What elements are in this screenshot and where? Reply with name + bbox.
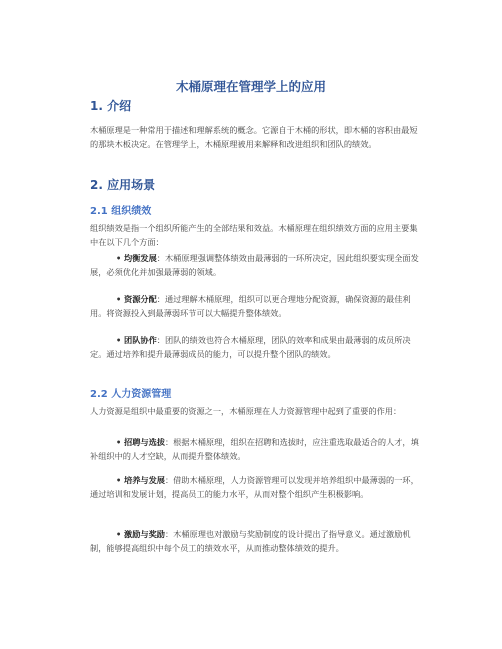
bullet-term: 激励与奖励 — [124, 529, 165, 539]
bullet-text: ：木桶原理也对激励与奖励制度的设计提出了指导意义。通过激励机制，能够提高组织中每个员工的绩效水平，从而推动整体绩效的提升。 — [90, 529, 411, 553]
document-title: 木桶原理在管理学上的应用 — [175, 79, 326, 94]
bullet-text: ：团队的绩效也符合木桶原理，团队的效率和成果由最薄弱的成员所决定。通过培养和提升最薄弱成员的能力，可以提升整个团队的绩效。 — [90, 335, 411, 359]
bullet-text: ：根据木桶原理，组织在招聘和选拔时，应注重选取最适合的人才，填补组织中的人才空缺，从而提升整体绩效。 — [90, 437, 419, 461]
bullet-item — [90, 474, 420, 501]
bullet-term: 招聘与选拔 — [124, 437, 165, 447]
subsection-heading-org-performance: 2.1 组织绩效 — [90, 206, 152, 217]
subsection-heading-hr: 2.2 人力资源管理 — [90, 389, 172, 400]
bullet-term: 资源分配 — [124, 294, 157, 304]
bullet-text: ：木桶原理强调整体绩效由最薄弱的一环所决定，因此组织要实现全面发展，必须优化并加强最薄弱的领域。 — [90, 253, 419, 277]
bullet-item — [90, 293, 420, 320]
bullet-symbol: • — [116, 253, 122, 263]
bullet-symbol: • — [116, 335, 122, 345]
org-performance-paragraph: 组织绩效是指一个组织所能产生的全部结果和效益。木桶原理在组织绩效方面的应用主要集中在以下几个方面： — [90, 223, 418, 247]
bullet-symbol: • — [116, 475, 122, 485]
bullet-text: ：通过理解木桶原理，组织可以更合理地分配资源，确保资源的最佳利用。将资源投入到最薄弱环节可以大幅提升整体绩效。 — [90, 294, 411, 318]
bullet-term: 团队协作 — [124, 335, 157, 345]
section-heading-intro: 1. 介绍 — [90, 99, 132, 113]
bullet-symbol: • — [116, 294, 122, 304]
bullet-item — [90, 334, 420, 361]
section-heading-scenarios: 2. 应用场景 — [90, 178, 156, 192]
bullet-symbol: • — [116, 437, 122, 447]
bullet-item — [90, 436, 420, 463]
hr-paragraph: 人力资源是组织中最重要的资源之一，木桶原理在人力资源管理中起到了重要的作用： — [90, 406, 402, 416]
bullet-term: 培养与发展 — [124, 475, 165, 485]
bullet-term: 均衡发展 — [124, 253, 157, 263]
bullet-item — [90, 528, 420, 555]
bullet-symbol: • — [116, 529, 122, 539]
bullet-item — [90, 252, 420, 279]
intro-paragraph: 木桶原理是一种常用于描述和理解系统的概念。它源自于木桶的形状，即木桶的容积由最短的那块木板决定。在管理学上，木桶原理被用来解释和改进组织和团队的绩效。 — [90, 125, 418, 149]
bullet-text: ：借助木桶原理，人力资源管理可以发现并培养组织中最薄弱的一环，通过培训和发展计划，提高员工的能力水平，从而对整个组织产生积极影响。 — [90, 475, 419, 499]
